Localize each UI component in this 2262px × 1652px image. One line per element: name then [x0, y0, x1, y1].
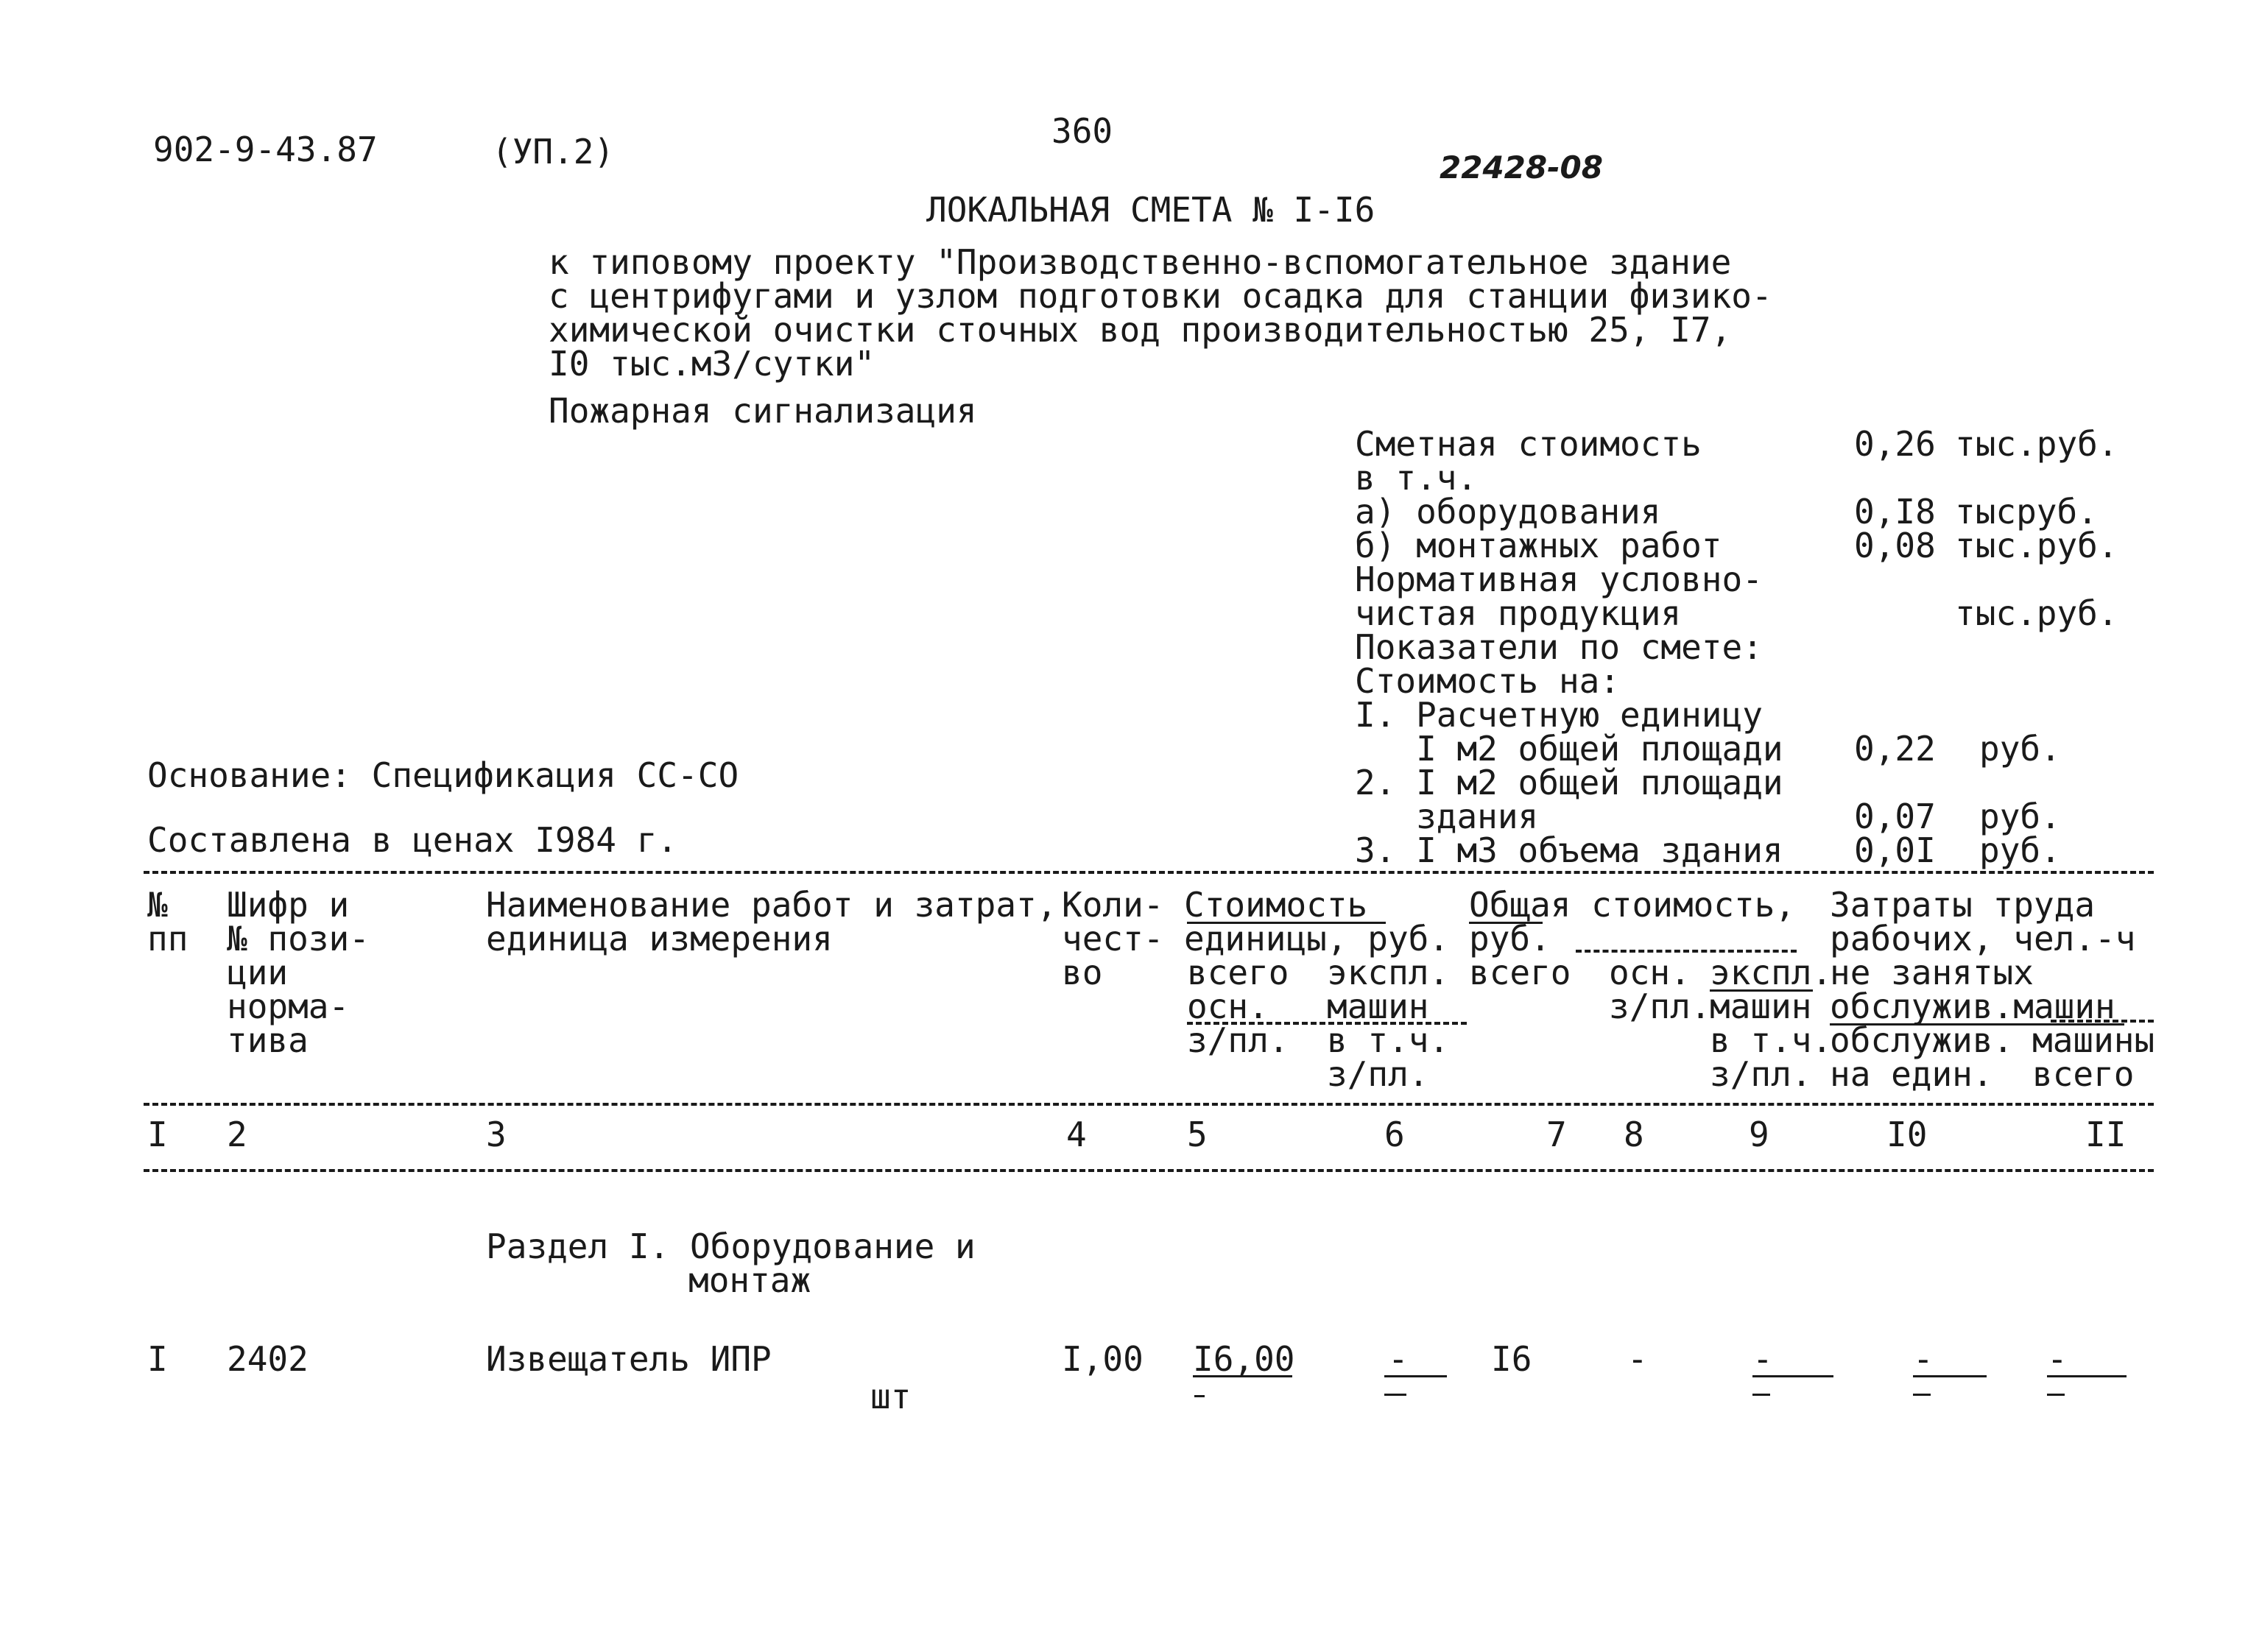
building-area-cost-unit: руб.	[1979, 797, 2061, 836]
stamp-number: 22428-08	[1440, 149, 1603, 186]
price-level: Составлена в ценах I984 г.	[147, 820, 678, 860]
project-line: к типовому проекту "Производственно-вспомогательное здание	[549, 242, 1732, 282]
summary-label: а) оборудования	[1355, 492, 1661, 532]
row-labor-unit: -	[1913, 1339, 1934, 1379]
document-code: 902-9-43.87	[153, 130, 378, 169]
summary-label: Показатели по смете:	[1355, 627, 1763, 667]
row-total-wages: -	[1627, 1339, 1648, 1379]
column-number: 5	[1187, 1115, 1208, 1154]
header-col-total-machines: экспл. машин в т.ч. з/пл.	[1710, 953, 1833, 1094]
row-name: Извещатель ИПР	[486, 1339, 772, 1379]
column-number: 2	[227, 1115, 247, 1154]
project-line: химической очистки сточных вод производительностью 25, I7,	[549, 310, 1732, 350]
header-subrule	[1576, 950, 1797, 953]
header-col-labor: Затраты труда рабочих, чел.-ч не занятых обслужив.машин	[1830, 885, 2136, 1026]
column-number: 9	[1749, 1115, 1769, 1154]
column-number: 8	[1624, 1115, 1644, 1154]
column-number: 3	[486, 1115, 507, 1154]
row-total-machines: -	[1752, 1339, 1773, 1379]
estimate-cost-value: 0,26	[1854, 424, 1936, 464]
table-top-rule	[144, 871, 2154, 874]
project-description	[549, 242, 1772, 384]
estimate-basis: Основание: Спецификация СС-СО	[147, 755, 739, 795]
project-line: I0 тыс.м3/сутки"	[549, 344, 875, 384]
column-number: I0	[1886, 1115, 1928, 1154]
estimate-cost-unit: тыс.руб.	[1955, 424, 2118, 464]
building-area-cost-value: 0,07	[1854, 797, 1936, 836]
row-unit: шт	[870, 1377, 912, 1416]
summary-label: I м2 общей площади	[1355, 729, 1783, 769]
summary-label: в т.ч.	[1355, 458, 1478, 498]
header-col-total-cost: Общая стоимость, руб.	[1469, 885, 1796, 959]
unit-area-cost-value: 0,22	[1854, 729, 1936, 769]
net-product-unit: тыс.руб.	[1955, 593, 2118, 633]
header-col-number: № пп	[147, 885, 188, 959]
volume-cost-value: 0,0I	[1854, 830, 1936, 870]
header-col-total-all: всего	[1469, 953, 1571, 992]
section-title: монтаж	[688, 1260, 811, 1300]
column-number: II	[2085, 1115, 2127, 1154]
header-col-total-wages: осн. з/пл.	[1609, 953, 1711, 1026]
header-col-unit-cost: Стоимость единицы, руб.	[1184, 885, 1450, 959]
document-title: ЛОКАЛЬНАЯ СМЕТА № I-I6	[926, 190, 1375, 230]
header-col-unit-machines: экспл. машин в т.ч. з/пл.	[1327, 953, 1450, 1094]
row-total: I6	[1491, 1339, 1532, 1379]
unit-area-cost-unit: руб.	[1979, 729, 2061, 769]
installation-cost-value: 0,08	[1854, 526, 1936, 565]
summary-label: I. Расчетную единицу	[1355, 695, 1763, 735]
page-number: 360	[1051, 111, 1113, 151]
header-col-unit-total: всего осн. з/пл.	[1187, 953, 1289, 1060]
header-col-labor-total: машины всего	[2032, 1020, 2155, 1094]
project-line: с центрифугами и узлом подготовки осадка для станции физико-	[549, 276, 1772, 316]
volume-cost-unit: руб.	[1979, 830, 2061, 870]
summary-label: 2. I м2 общей площади	[1355, 763, 1783, 802]
summary-labels	[1355, 424, 1783, 870]
header-col-labor-unit: обслужив. на един.	[1830, 1020, 2014, 1094]
header-subrule	[1187, 1022, 1467, 1025]
equipment-cost-value: 0,I8	[1854, 492, 1936, 532]
installation-cost-unit: тыс.руб.	[1955, 526, 2118, 565]
summary-label: здания	[1355, 797, 1539, 836]
row-number: I	[147, 1339, 168, 1379]
header-subrule	[2051, 1020, 2154, 1023]
section-title: Раздел I. Оборудование и	[486, 1226, 976, 1266]
album-number: (УП.2)	[492, 132, 615, 172]
column-number: 6	[1384, 1115, 1405, 1154]
equipment-cost-unit: тысруб.	[1955, 492, 2098, 532]
summary-label: чистая продукция	[1355, 593, 1682, 633]
summary-label: Нормативная условно-	[1355, 560, 1763, 599]
summary-label: Стоимость на:	[1355, 661, 1621, 701]
column-number: 4	[1066, 1115, 1087, 1154]
table-columns-rule	[144, 1169, 2154, 1172]
row-unit-machines: -	[1388, 1339, 1409, 1379]
row-quantity: I,00	[1062, 1339, 1144, 1379]
estimate-subject: Пожарная сигнализация	[549, 391, 977, 431]
row-unit-total: I6,00	[1193, 1339, 1295, 1379]
column-number: 7	[1546, 1115, 1567, 1154]
column-number: I	[147, 1115, 168, 1154]
summary-label: Сметная стоимость	[1355, 424, 1702, 464]
row-labor-total: -	[2047, 1339, 2068, 1379]
summary-label: 3. I м3 объема здания	[1355, 830, 1783, 870]
table-header-rule	[144, 1103, 2154, 1106]
row-code: 2402	[227, 1339, 309, 1379]
header-col-name: Наименование работ и затрат, единица измерения	[486, 885, 1057, 959]
header-col-quantity: Коли- чест- во	[1062, 885, 1164, 992]
summary-label: б) монтажных работ	[1355, 526, 1722, 565]
header-col-code: Шифр и № пози- ции норма- тива	[227, 885, 370, 1060]
